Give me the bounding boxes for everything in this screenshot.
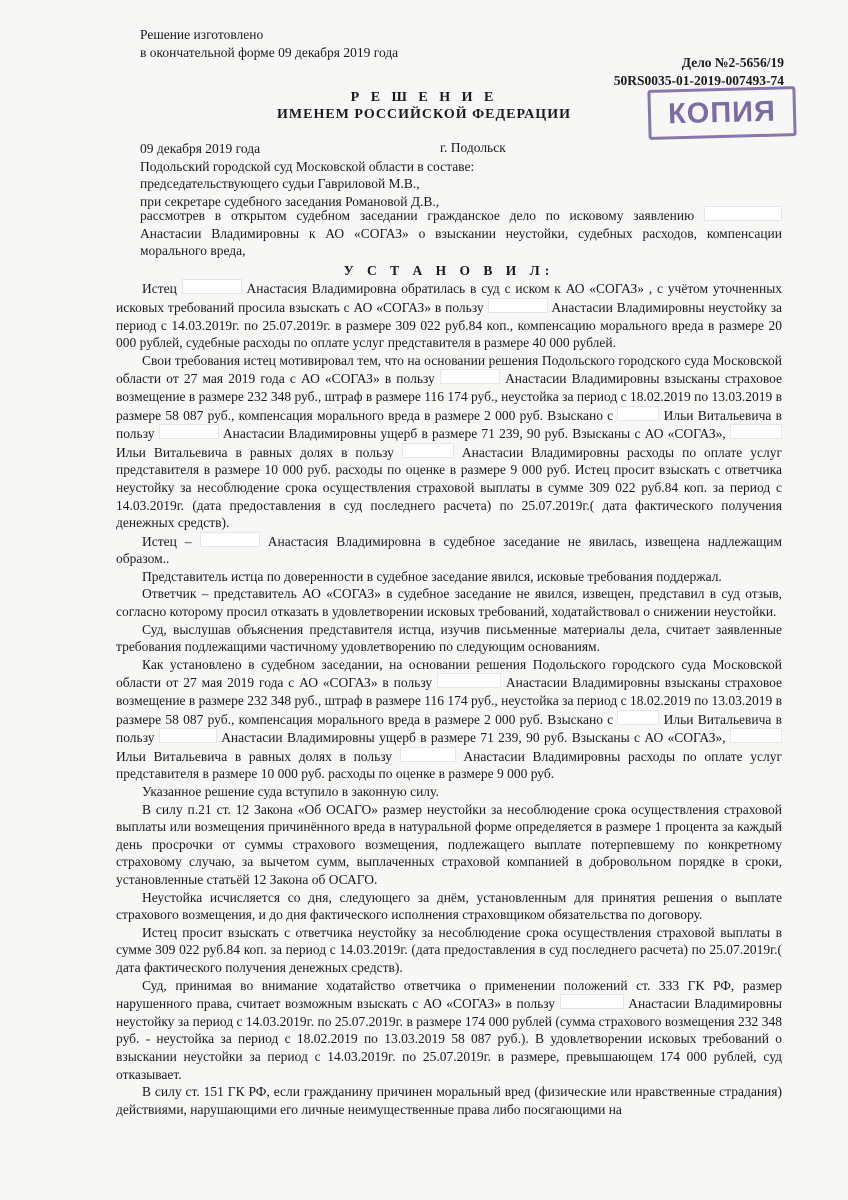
section-heading-established: У С Т А Н О В И Л: <box>343 262 555 278</box>
text-run: Анастасия Владимировна обратилась в суд с иском к АО «СОГАЗ» , с учётом уточненных исковых требований просила взыскать с АО «СОГАЗ» в пользу <box>116 281 783 315</box>
text-run: Анастасии Владимировны расходы по оплате услуг представителя в размере 10 000 руб. расходы по оценке в размере 9 000 руб. <box>116 748 783 782</box>
intro-paragraph <box>116 206 782 260</box>
note-line-1: Решение изготовлено <box>140 27 264 42</box>
case-number: Дело №2-5656/19 <box>681 55 784 70</box>
paragraph-3 <box>116 532 782 568</box>
text-run: Истец <box>142 281 177 297</box>
text-run: Свои требования истец мотивировал тем, что на основании решения Подольского городского суда Московской области от 27 мая 2019 года с АО «СОГАЗ» в пользу <box>116 352 782 387</box>
redaction <box>704 206 782 221</box>
paragraph-2 <box>116 352 782 532</box>
decision-body <box>116 206 782 1118</box>
redaction <box>440 369 500 384</box>
paragraph-9: В силу п.21 ст. 12 Закона «Об ОСАГО» размер неустойки за несоблюдение срока осуществления страховой выплаты или возмещения причинённого вреда в натуральной форме определяется в размере 1 процента за каждый день просрочки от суммы страхового возмещения, подлежащего выплате потерпевшему по конкретному страховому случаю, за вычетом сумм, выплаченных страховой компанией в добровольном порядке в сроки, установленные статьёй 12 Закона об ОСАГО. <box>116 801 782 887</box>
decision-city: г. Подольск <box>440 140 506 155</box>
paragraph-6: Суд, выслушав объяснения представителя истца, изучив письменные материалы дела, считает заявленные требования подлежащими частичному удовлетворению по следующим основаниям. <box>116 621 782 655</box>
document-title: Р Е Ш Е Н И Е <box>350 90 498 105</box>
redaction <box>730 424 782 439</box>
text-run: Суд, принимая во внимание ходатайство ответчика о применении положений ст. 333 ГК РФ, размер нарушенного права, считает возможным взыскать с АО «СОГАЗ» в пользу <box>116 977 782 1012</box>
copy-stamp: КОПИЯ <box>647 86 796 140</box>
text-run: Анастасии Владимировны ущерб в размере 71 239, 90 руб. Взысканы с АО «СОГАЗ», <box>222 426 726 442</box>
text-run: Анастасии Владимировны неустойку за период с 14.03.2019г. по 25.07.2019г. в размере 174 000 рублей (сумма страхового возмещения 232 348 руб. - неустойка за период с 18.02.2019 по 13.03.2019 58 087 руб.). В удовлетворении исковых требований о взыскании неустойки за период с 14.03.2019г. по 25.07.2019г. в размере, превышающем 174 000 рублей, суд отказывает. <box>116 996 782 1082</box>
paragraph-13: В силу ст. 151 ГК РФ, если гражданину причинен моральный вред (физические или нравственные страдания) действиями, нарушающими его личные неимущественные права либо посягающими на <box>116 1084 782 1117</box>
paragraph-12 <box>116 977 782 1084</box>
decision-prepared-note <box>140 26 398 62</box>
redaction <box>402 443 454 458</box>
redaction <box>617 710 659 725</box>
paragraph-1 <box>116 279 782 351</box>
redaction <box>730 728 782 743</box>
text-run: Анастасии Владимировны расходы по оплате услуг представителя в размере 10 000 руб. расходы по оценке в размере 9 000 руб. Истец просит взыскать с ответчика неустойку за несоблюдение срока осуществления страховой выплаты в сумме 309 022 руб.84 коп. за период с 14.03.2019г. (дата предоставления в суд последнего расчета) по 25.07.2019г.( дата фактического получения денежных средств). <box>116 444 783 531</box>
text-run: Анастасии Владимировны неустойку за период с 14.03.2019г. по 25.07.2019г. в размере 309 022 руб.84 коп., компенсацию морального вреда в размере 20 000 рублей, судебные расходы по оплате услуг представителя в размере 40 000 рублей. <box>116 299 783 351</box>
note-line-2: в окончательной форме 09 декабря 2019 года <box>140 45 399 60</box>
text-run: Анастасии Владимировны к АО «СОГАЗ» о взыскании неустойки, судебных расходов, компенсации морального вреда, <box>140 225 782 259</box>
court-composition <box>140 140 474 210</box>
text-run: Ильи Витальевича в равных долях в пользу <box>116 748 393 764</box>
paragraph-5: Ответчик – представитель АО «СОГАЗ» в судебное заседание не явился, извещен, представил в суд отзыв, согласно которому просил отказать в удовлетворении исковых требований, ходатайствовал о снижении неустойки. <box>116 586 782 620</box>
text-run: Ильи Витальевича в пользу <box>116 407 783 442</box>
redaction <box>182 279 242 294</box>
court-name: Подольский городской суд Московской области в составе: <box>140 158 475 174</box>
document-subtitle: ИМЕНЕМ РОССИЙСКОЙ ФЕДЕРАЦИИ <box>277 107 571 122</box>
text-run: Истец – <box>142 533 192 549</box>
presiding-judge: председательствующего судьи Гавриловой М.В., <box>140 176 420 192</box>
redaction <box>159 728 217 743</box>
redaction <box>200 532 260 547</box>
paragraph-4: Представитель истца по доверенности в судебное заседание явился, исковые требования поддержал. <box>142 568 722 584</box>
text-run: Как установлено в судебном заседании, на основании решения Подольского городского суда Московской области от 27 мая 2019 года с АО «СОГАЗ» в пользу <box>116 656 782 691</box>
text-run: Анастасия Владимировна в судебное заседание не явилась, извещена надлежащим образом.. <box>116 533 782 567</box>
redaction <box>560 994 624 1009</box>
paragraph-7 <box>116 656 782 783</box>
paragraph-11: Истец просит взыскать с ответчика неустойку за несоблюдение срока осуществления страховой выплаты в сумме 309 022 руб.84 коп. за период с 14.03.2019г. (дата предоставления в суд последнего расчета) по 25.07.2019г.( дата фактического получения денежных средств). <box>116 924 782 975</box>
redaction <box>437 673 501 688</box>
text-run: рассмотрев в открытом судебном заседании гражданское дело по исковому заявлению <box>140 208 695 223</box>
text-run: Анастасии Владимировны взысканы страховое возмещение в размере 232 348 руб., штраф в размере 116 174 руб., неустойка за период с 18.02.2019 по 13.03.2019 в размере 58 087 руб., компенсация морального вреда в размере 2 000 руб. Взыскано с <box>116 675 783 727</box>
redaction <box>617 406 659 421</box>
redaction <box>400 747 456 762</box>
redaction <box>159 424 219 439</box>
redaction <box>488 298 548 313</box>
text-run: Ильи Витальевича в пользу <box>116 711 783 746</box>
paragraph-10: Неустойка исчисляется со дня, следующего за днём, установленным для принятия решения о выплате страхового возмещения, и до дня фактического исполнения страховщиком обязательства по договору. <box>116 889 782 923</box>
text-run: Анастасии Владимировны ущерб в размере 71 239, 90 руб. Взысканы с АО «СОГАЗ», <box>221 730 726 746</box>
case-uid: 50RS0035-01-2019-007493-74 <box>613 73 784 88</box>
text-run: Анастасии Владимировны взысканы страховое возмещение в размере 232 348 руб., штраф в размере 116 174 руб., неустойка за период с 18.02.2019 по 13.03.2019 в размере 58 087 руб., компенсация морального вреда в размере 2 000 руб. Взыскано с <box>116 371 783 423</box>
paragraph-8: Указанное решение суда вступило в законную силу. <box>142 784 439 799</box>
court-secretary: при секретаре судебного заседания Романовой Д.В., <box>140 193 440 209</box>
decision-date: 09 декабря 2019 года <box>140 141 261 156</box>
case-number-block <box>614 54 784 90</box>
text-run: Ильи Витальевича в равных долях в пользу <box>116 444 394 460</box>
